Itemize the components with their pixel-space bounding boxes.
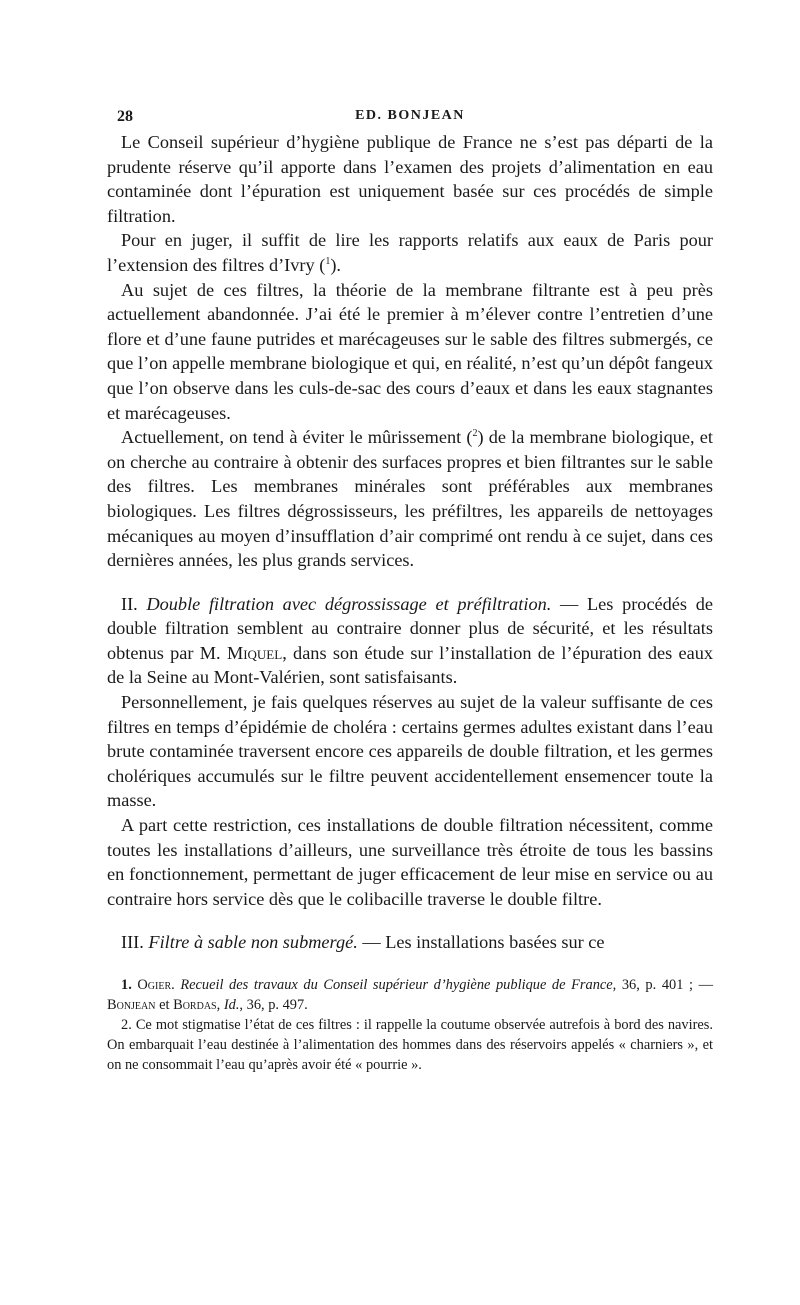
footnote-1-title: Recueil des travaux du Conseil supérieur d’hygiène publique de France,: [180, 977, 617, 993]
footnote-1-ref2: , 36, p. 497.: [239, 997, 308, 1013]
section-2-number: II.: [121, 593, 138, 614]
section-2-intro-rest: , dans son étude sur l’installation de l’épuration des eaux de la Seine au Mont-Valérien, sont satisfaisants.: [107, 642, 713, 688]
section-3-heading-paragraph: [107, 930, 713, 955]
footnote-1-author-bordas: Bordas: [173, 997, 217, 1013]
running-head: [107, 100, 713, 130]
footnote-1-comma: ,: [216, 997, 221, 1013]
footnote-1-id: Id.: [223, 997, 240, 1013]
footnote-1-author-bonjean: Bonjean: [107, 997, 156, 1013]
section-3-number: III.: [121, 932, 144, 953]
section-2-intro: — Les procédés de double filtration semblent au contraire donner plus de sécurité, et les résultats obtenus par M.: [107, 593, 713, 663]
author-miquel: Miquel: [226, 642, 283, 663]
paragraph-4-start: Actuellement, on tend à éviter le mûrissement: [121, 427, 462, 448]
section-3-title: Filtre à sable non submergé.: [148, 932, 358, 953]
section-3: [107, 930, 713, 955]
section-2-paragraph-2: A part cette restriction, ces installations de double filtration nécessitent, comme toutes les installations d’ailleurs, une surveillance très étroite de tous les bassins en fonctionnement, permettant de juger efficacement de leur mise en service ou au contraire hors service dès que le colibacille traverse le double filtre.: [107, 815, 713, 909]
footnote-1-connector: et: [159, 997, 170, 1013]
paragraph-2-end: .: [336, 254, 341, 275]
paragraph-1: Le Conseil supérieur d’hygiène publique de France ne s’est pas départi de la prudente réserve qu’il apporte dans l’examen des projets d’alimentation en eau contaminée dont l’épuration est uniquement basée sur ces procédés de simple filtration.: [107, 132, 713, 226]
footnote-mark-2: 2: [472, 428, 478, 440]
footnote-1-ref1: 36, p. 401 ; —: [621, 977, 713, 993]
footnote-2-number: 2.: [121, 1017, 132, 1033]
footnote-1-number: 1.: [121, 977, 132, 993]
section-2-paragraph-1: Personnellement, je fais quelques réserves au sujet de la valeur suffisante de ces filtres en temps d’épidémie de choléra : certains germes adultes existant dans l’eau brute contaminée traversent encore ces appareils de double filtration, et les germes cholériques accumulés sur le filtre peuvent accidentellement ensemencer toute la masse.: [107, 692, 713, 811]
paragraph-2-text: Pour en juger, il suffit de lire les rapports relatifs aux eaux de Paris pour l’extension des filtres d’Ivry: [107, 230, 713, 275]
main-text: [107, 130, 713, 955]
footnote-1-period: .: [171, 977, 175, 993]
footnote-2: [107, 1015, 713, 1075]
page-number: 28: [117, 108, 133, 125]
section-2-heading-paragraph: [107, 592, 713, 690]
footnote-1-author-ogier: Ogier: [137, 977, 172, 993]
footnote-mark-1: 1: [325, 255, 331, 267]
section-2: [107, 592, 713, 912]
book-page: [107, 100, 713, 1075]
paragraph-4-rest: de la membrane biologique, et on cherche au contraire à obtenir des surfaces propres et bien filtrantes sur le sable des filtres. Les membranes minérales sont préférables aux membranes biologiques. Les filtres dégrossisseurs, les préfiltres, les appareils de nettoyages mécaniques au moyen d’insufflation d’air comprimé ont rendu à ce sujet, dans ces dernières années, les plus grands services.: [107, 427, 713, 571]
paragraph-4: Actuellement, on tend à éviter le mûrissement ($^2$) de la membrane biologique, et on cherche au contraire à obtenir des surfaces propres et bien filtrantes sur le sable des filtres. Les membranes minérales sont préférables aux membranes biologiques. Les filtres dégrossisseurs, les préfiltres, les appareils de nettoyages mécaniques au moyen d’insufflation d’air comprimé ont rendu à ce sujet, dans ces dernières années, les plus grands services.: [107, 427, 713, 571]
paragraph-2: Pour en juger, il suffit de lire les rapports relatifs aux eaux de Paris pour l’extension des filtres d’Ivry ($^1$).: [107, 230, 713, 275]
footnote-1: [107, 975, 713, 1015]
running-title: ED. BONJEAN: [355, 108, 465, 123]
section-2-title: Double filtration avec dégrossissage et préfiltration.: [146, 593, 552, 614]
section-3-intro: — Les installations basées sur ce: [362, 932, 605, 953]
footnotes: [107, 975, 713, 1075]
paragraph-3: Au sujet de ces filtres, la théorie de la membrane filtrante est à peu près actuellement abandonnée. J’ai été le premier à m’élever contre l’entretien d’une flore et d’une faune putrides et marécageuses sur le sable des filtres submergés, ce que l’on appelle membrane biologique et qui, en réalité, n’est qu’un dépôt fangeux que l’on observe dans les culs-de-sac des cours d’eaux et dans les eaux stagnantes et marécageuses.: [107, 279, 713, 423]
footnote-2-text: Ce mot stigmatise l’état de ces filtres : il rappelle la coutume observée autrefois à bord des navires. On embarquait l’eau destinée à l’alimentation des hommes dans des réservoirs appelés « charniers », et on ne consommait l’eau qu’après avoir été « pourrie ».: [107, 1017, 713, 1073]
